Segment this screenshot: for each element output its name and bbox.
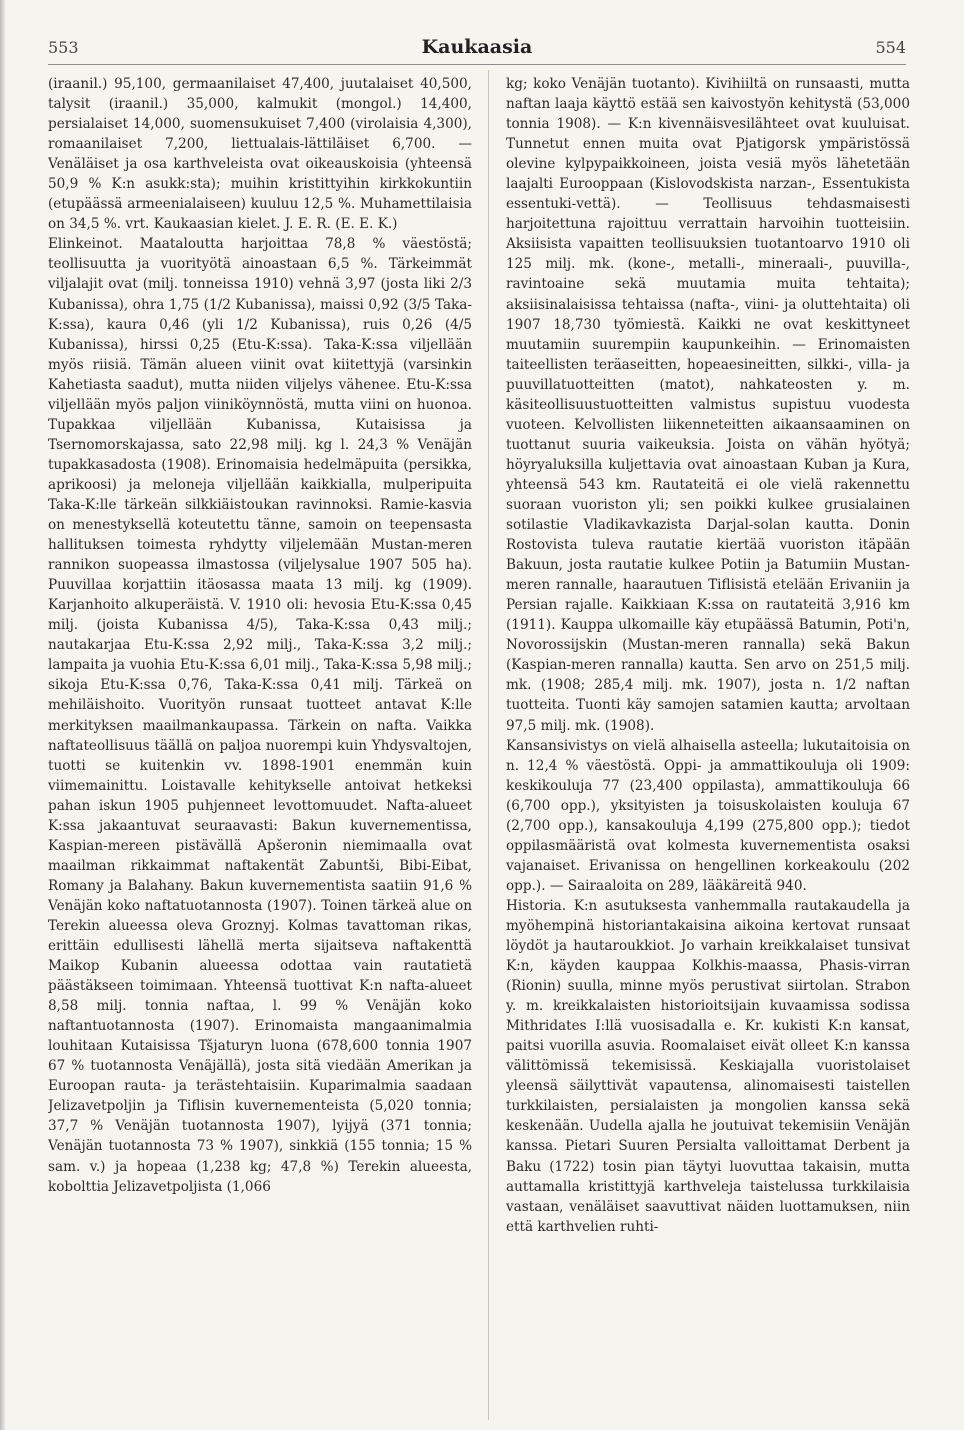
column-divider [488, 70, 489, 1420]
paragraph-history: Historia. K:n asutuksesta vanhemmalla rautakaudella ja myöhempinä historiantakaisina aikoina kertovat runsaat löydöt ja hautaroukkiot. Jo varhain kreikkalaiset tunsivat K:n, käyden kauppaa Kolkhis-maassa, Phasis-virran (Rionin) suulla, minne myös perustivat siirtolan. Strabon y. m. kreikkalaisten historioitsijain kuvaamissa sodissa Mithridates I:llä vuosisadalla e. Kr. kukisti K:n kansat, paitsi vuorilla asuvia. Roomalaiset eivät olleet K:n kanssa välittömissä tekemisissä. Keskiajalla vuoristolaiset yleensä säilyttivät vapautensa, alinomaisesti taistellen turkkilaisten, persialaisten ja mongolien kanssa sekä keskenään. Uudella ajalla he joutuivat tekemisiin Venäjän kanssa. Pietari Suuren Persialta valloittamat Derbent ja Baku (1722) tosin pian täytyi luovuttaa takaisin, mutta auttamalla kristittyjä karthveleja taistelussa turkkilaisia vastaan, venäläiset saavuttivat näiden luottamuksen, niin että karthvelien ruhti- [506, 897, 910, 1235]
paragraph-industry-trade: kg; koko Venäjän tuotanto). Kivihiiltä on runsaasti, mutta naftan laaja käyttö estää sen kaivostyön kehitystä (53,000 tonnia 1908). — K:n kivennäisvesilähteet ovat kuuluisat. Tunnetut ennen muita ovat Pjatigorsk ympäristössä olevine kylpypaikkoineen, joista vesiä myös lähetetään laajalti Eurooppaan (Kislovodskista narzan-, Essentukista essentuki-vettä). — Teollisuus tehdasmaisesti harjoitettuna rajoittuu verrattain harvoihin tuotteisiin. Aksiisista vapaitten teollisuuksien tuotantoarvo 1910 oli 125 milj. mk. (kone-, metalli-, mineraali-, puuvilla-, ravintoaine sekä muutamia muita tehtaita); aksiisinalaisissa tehtaissa (nafta-, viini- ja oluttehtaita) oli 1907 18,730 työmiestä. Kaikki ne ovat keskittyneet muutamiin suurempiin kaupunkeihin. — Erinomaisten taiteellisten teräaseitten, hopeaesineitten, silkki-, villa- ja puuvillatuotteitten (matot), nahkateosten y. m. käsiteollisuustuotteitten valmistus supistuu vuodesta vuoteen. Kelvollisten liikenneteitten aikaansaaminen on tuottanut suuria vaikeuksia. Joista on vähän hyötyä; höyryaluksilla kuljettavia ovat ainoastaan Kuban ja Kura, yhteensä 543 km. Rautateitä ei ole vielä rakennettu suoraan vuoriston yli; sen poikki kulkee grusialainen sotilastie Vladikavkazista Darjal-solan kautta. Donin Rostovista tuleva rautatie kiertää vuoriston itäpään Bakuun, josta rautatie kulkee Potiin ja Batumiin Mustan-meren rannalle, haarautuen Tiflisistä etelään Erivaniin ja Persian rajalle. Kaikkiaan K:ssa on rautateitä 3,916 km (1911). Kauppa ulkomaille käy etupäässä Batumin, Poti'n, Novorossijskin (Mustan-meren rannalla) sekä Bakun (Kaspian-meren rannalla) kautta. Sen arvo on 251,5 milj. mk. (1908; 285,4 milj. mk. 1907), josta n. 1/2 naftan tuotteita. Tuonti käy samojen satamien kautta; arvoltaan 97,5 milj. mk. (1908). [506, 76, 910, 734]
page-number-left: 553 [48, 38, 79, 57]
paragraph-education: Kansansivistys on vielä alhaisella asteella; lukutaitoisia on n. 12,4 % väestöstä. Oppi- ja ammattikouluja oli 1909: keskikouluja 77 (23,400 oppilasta), ammattikouluja 66 (6,700 opp.), yksityisten ja toisuskolaisten kouluja 67 (2,700 opp.), kansakouluja 4,199 (275,800 opp.); tiedot oppilasmääristä ovat kolmesta kuvernementista osaksi vajanaiset. Erivanissa on hengellinen korkeakoulu (202 opp.). — Sairaaloita on 289, lääkäreitä 940. [506, 737, 910, 894]
paragraph-livelihoods: Elinkeinot. Maataloutta harjoittaa 78,8 % väestöstä; teollisuutta ja vuorityötä ainoastaan 6,5 %. Tärkeimmät viljalajit ovat (milj. tonneissa 1910) vehnä 3,97 (josta liki 2/3 Kubanissa), ohra 1,75 (1/2 Kubanissa), maissi 0,92 (3/5 Taka-K:ssa), kaura 0,46 (yli 1/2 Kubanissa), ruis 0,26 (4/5 Kubanissa), hirssi 0,25 (Etu-K:ssa). Taka-K:ssa viljellään myös riisiä. Tämän alueen viinit ovat kiitettyjä (varsinkin Kahetiasta saadut), mutta niiden viljelys vähenee. Etu-K:ssa viljellään myös paljon viiniköynnöstä, mutta viini on huonoa. Tupakkaa viljellään Kubanissa, Kutaisissa ja Tsernomorskajassa, sato 22,98 milj. kg l. 24,3 % Venäjän tupakkasadosta (1908). Erinomaisia hedelmäpuita (persikka, aprikoosi) ja meloneja viljellään kaikkialla, mulperipuita Taka-K:lle tärkeän silkkiäistoukan ravinnoksi. Ramie-kasvia on menestyksellä koteutettu tänne, samoin on teepensasta hallituksen toimesta ryhdytty viljelemään Mustan-meren rannikon suopeassa ilmastossa (viljelysalue 1907 505 ha). Puuvillaa korjattiin itäosassa maata 13 milj. kg (1909). Karjanhoito alkuperäistä. V. 1910 oli: hevosia Etu-K:ssa 0,45 milj. (joista Kubanissa 4/5), Taka-K:ssa 0,43 milj.; nautakarjaa Etu-K:ssa 2,92 milj., Taka-K:ssa 3,2 milj.; lampaita ja vuohia Etu-K:ssa 6,01 milj., Taka-K:ssa 5,98 milj.; sikoja Etu-K:ssa 0,76, Taka-K:ssa 0,41 milj. Tärkeä on mehiläishoito. Vuorityön runsaat tuotteet antavat K:lle merkityksen maailmankaupassa. Tärkein on nafta. Vaikka naftateollisuus täällä on paljoa nuorempi kuin Yhdysvaltojen, tuotti se kuitenkin vv. 1898-1901 enemmän kuin viimemainittu. Loistavalle kehitykselle antoivat hetkeksi pahan iskun 1905 puhjenneet levottomuudet. Nafta-alueet K:ssa jakaantuvat seuraavasti: Bakun kuvernementissa, Kaspian-mereen pistävällä Apšeronin niemimaalla ovat maailman rikkaimmat naftakentät Zabuntši, Bibi-Eibat, Romany ja Balahany. Bakun kuvernementista saatiin 91,6 % Venäjän koko naftatuotannosta (1907). Toinen tärkeä alue on Terekin alueessa oleva Groznyj. Kolmas tavattoman rikas, erittäin edullisesti lähellä merta sijaitseva naftakenttä Maikop Kubanin alueessa odottaa vain rautatietä päästäkseen toimimaan. Yhteensä tuottivat K:n nafta-alueet 8,58 milj. tonnia naftaa, l. 99 % Venäjän koko naftantuotannosta (1907). Erinomaista mangaanimalmia louhitaan Kutaisissa Tšjaturyn luona (678,600 tonnia 1907 67 % tuotannosta Venäjällä), josta sitä viedään Amerikan ja Euroopan rauta- ja terästehtaisiin. Kuparimalmia saadaan Jelizavetpoljin ja Tiflisin kuvernementeista (5,020 tonnia; 37,7 % Venäjän tuotannosta 1907), lyijyä (371 tonnia; Venäjän tuotannosta 73 % 1907), sinkkiä (155 tonnia; 15 % sam. v.) ja hopeaa (1,238 kg; 47,8 %) Terekin alueesta, kobolttia Jelizavetpoljista (1,066 [48, 236, 472, 1195]
left-column [48, 74, 472, 1419]
paragraph-population: (iraanil.) 95,100, germaanilaiset 47,400, juutalaiset 40,500, talysit (iraanil.) 35,000, kalmukit (mongol.) 14,400, persialaiset 14,000, suomensukuiset 7,400 (virolaisia 4,300), romaanilaiset 7,200, liettualais-lättiläiset 6,700. — Venäläiset ja osa karthveleista ovat oikeauskoisia (yhteensä 50,9 % K:n asukk:sta); muihin kristittyihin kirkkokuntiin (etupäässä armeenialaiseen) kuuluu 12,5 %. Muhamettilaisia on 34,5 %. vrt. Kaukaasian kielet. J. E. R. (E. E. K.) [48, 76, 472, 233]
page-title: Kaukaasia [421, 36, 533, 58]
page-header [48, 34, 906, 65]
right-column [506, 74, 910, 1419]
page-binding-shadow [0, 0, 6, 1430]
page-number-right: 554 [875, 38, 906, 57]
